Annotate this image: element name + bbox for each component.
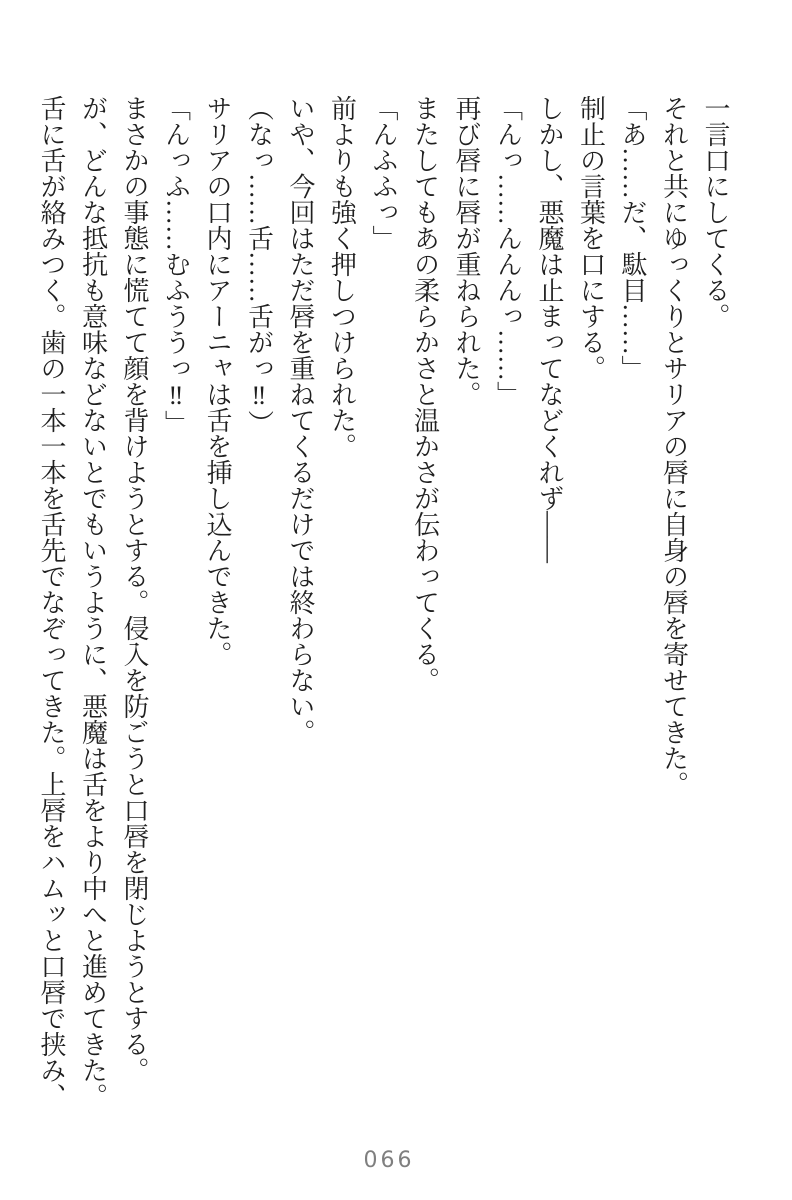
text-line-1: 一言口にしてくる。 bbox=[701, 95, 730, 329]
text-line-5: しかし、悪魔は止まってなどくれず―― bbox=[535, 95, 564, 563]
text-line-4: 制止の言葉を口にする。 bbox=[576, 95, 606, 381]
text-line-16: が、どんな抵抗も意味などないとでもいうように、悪魔は舌をより中へと進めてきた。 bbox=[78, 95, 108, 1109]
text-line-8: またしてもあの柔らかさと温かさが伝わってくる。 bbox=[410, 95, 440, 693]
text-line-9: 「んふふっ」 bbox=[369, 95, 398, 251]
text-line-11: いや、今回はただ唇を重ねてくるだけでは終わらない。 bbox=[286, 95, 315, 745]
text-line-6: 「んっ……んんんっ……」 bbox=[493, 95, 523, 407]
text-line-13: サリアの口内にアーニャは舌を挿し込んできた。 bbox=[203, 95, 232, 667]
text-line-3: 「あ……だ、駄目……」 bbox=[618, 95, 647, 381]
text-line-14: 「んっふ……むふううっ‼」 bbox=[161, 95, 191, 436]
novel-text-block bbox=[31, 95, 737, 1143]
text-line-10: 前よりも強く押しつけられた。 bbox=[327, 95, 357, 459]
text-line-2: それと共にゆっくりとサリアの唇に自身の唇を寄せてきた。 bbox=[659, 95, 689, 797]
text-line-7: 再び唇に唇が重ねられた。 bbox=[452, 95, 481, 407]
text-line-12: （なっ……舌……舌がっ‼） bbox=[244, 95, 274, 436]
text-line-15: まさかの事態に慌てて顔を背けようとする。侵入を防ごうと口唇を閉じようとする。 bbox=[120, 95, 149, 1083]
page-number: 066 bbox=[363, 1148, 415, 1173]
text-line-17: 舌に舌が絡みつく。歯の一本一本を舌先でなぞってきた。上唇をハムッと口唇で挟み、 bbox=[37, 95, 66, 1109]
